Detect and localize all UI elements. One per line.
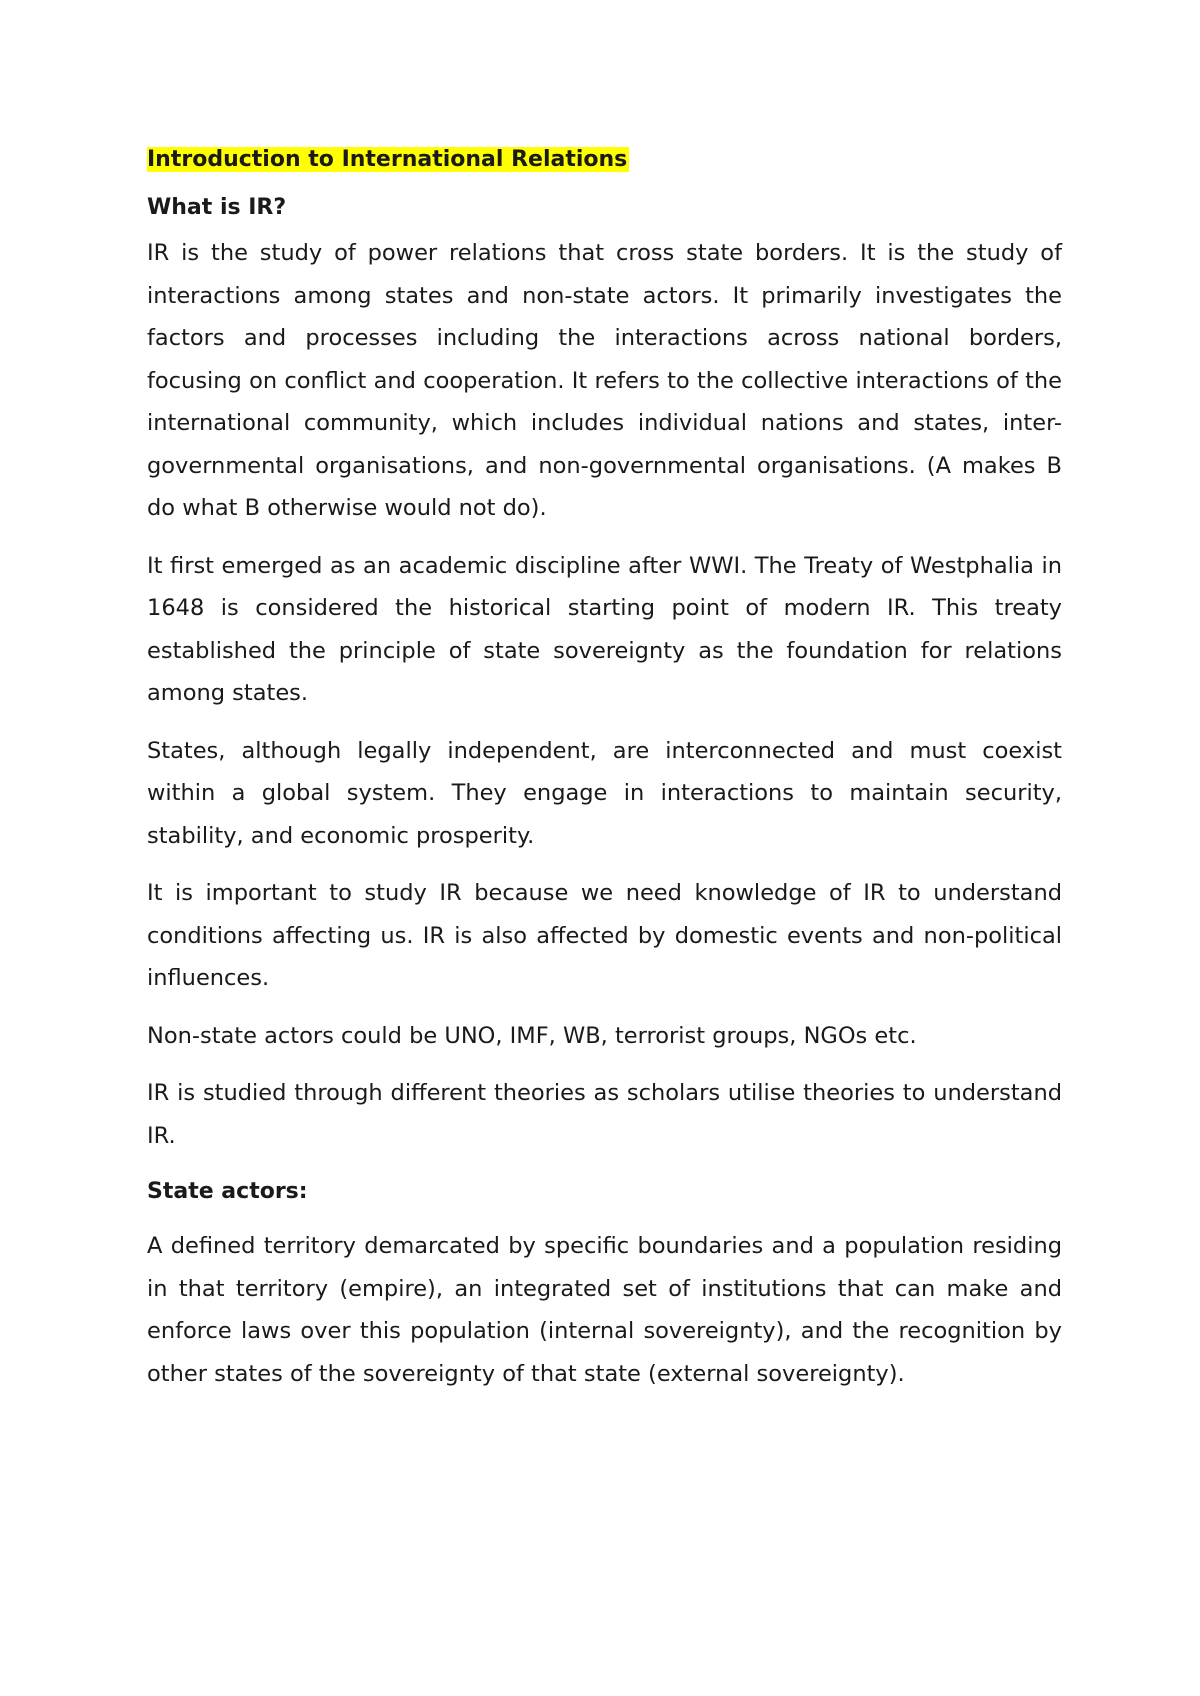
highlighted-title-text: Introduction to International Relations (147, 147, 628, 172)
paragraph-states-interconnected: States, although legally independent, are interconnected and must coexist within a global system. They engage in interactions to maintain security, stability, and economic prosperity. (147, 737, 1062, 849)
document-title (147, 140, 1062, 180)
paragraph-history: It first emerged as an academic discipline after WWI. The Treaty of Westphalia in 1648 is considered the historical starting point of modern IR. This treaty established the principle of state sovereignty as the foundation for relations among states. (147, 552, 1062, 706)
paragraph-importance: It is important to study IR because we need knowledge of IR to understand conditions affecting us. IR is also affected by domestic events and non-political influences. (147, 880, 1062, 991)
document-page (147, 140, 1062, 1410)
paragraph-theories: IR is studied through different theories as scholars utilise theories to understand IR. (147, 1080, 1062, 1149)
paragraph-state-definition: A defined territory demarcated by specific boundaries and a population residing in that territory (empire), an integrated set of institutions that can make and enforce laws over this population (internal sovereignty), and the recognition by other states of the sovereignty of that state (external sovereignty). (147, 1233, 1062, 1387)
section-heading-what-is-ir: What is IR? (147, 195, 287, 220)
paragraph-definition: IR is the study of power relations that cross state borders. It is the study of interactions among states and non-state actors. It primarily investigates the factors and processes including the interactions across national borders, focusing on conflict and cooperation. It refers to the collective interactions of the international community, which includes individual nations and states, inter-governmental organisations, and non-governmental organisations. (A makes B do what B otherwise would not do). (147, 240, 1062, 521)
paragraph-non-state-actors: Non-state actors could be UNO, IMF, WB, terrorist groups, NGOs etc. (147, 1022, 917, 1049)
section-heading-state-actors: State actors: (147, 1179, 308, 1204)
